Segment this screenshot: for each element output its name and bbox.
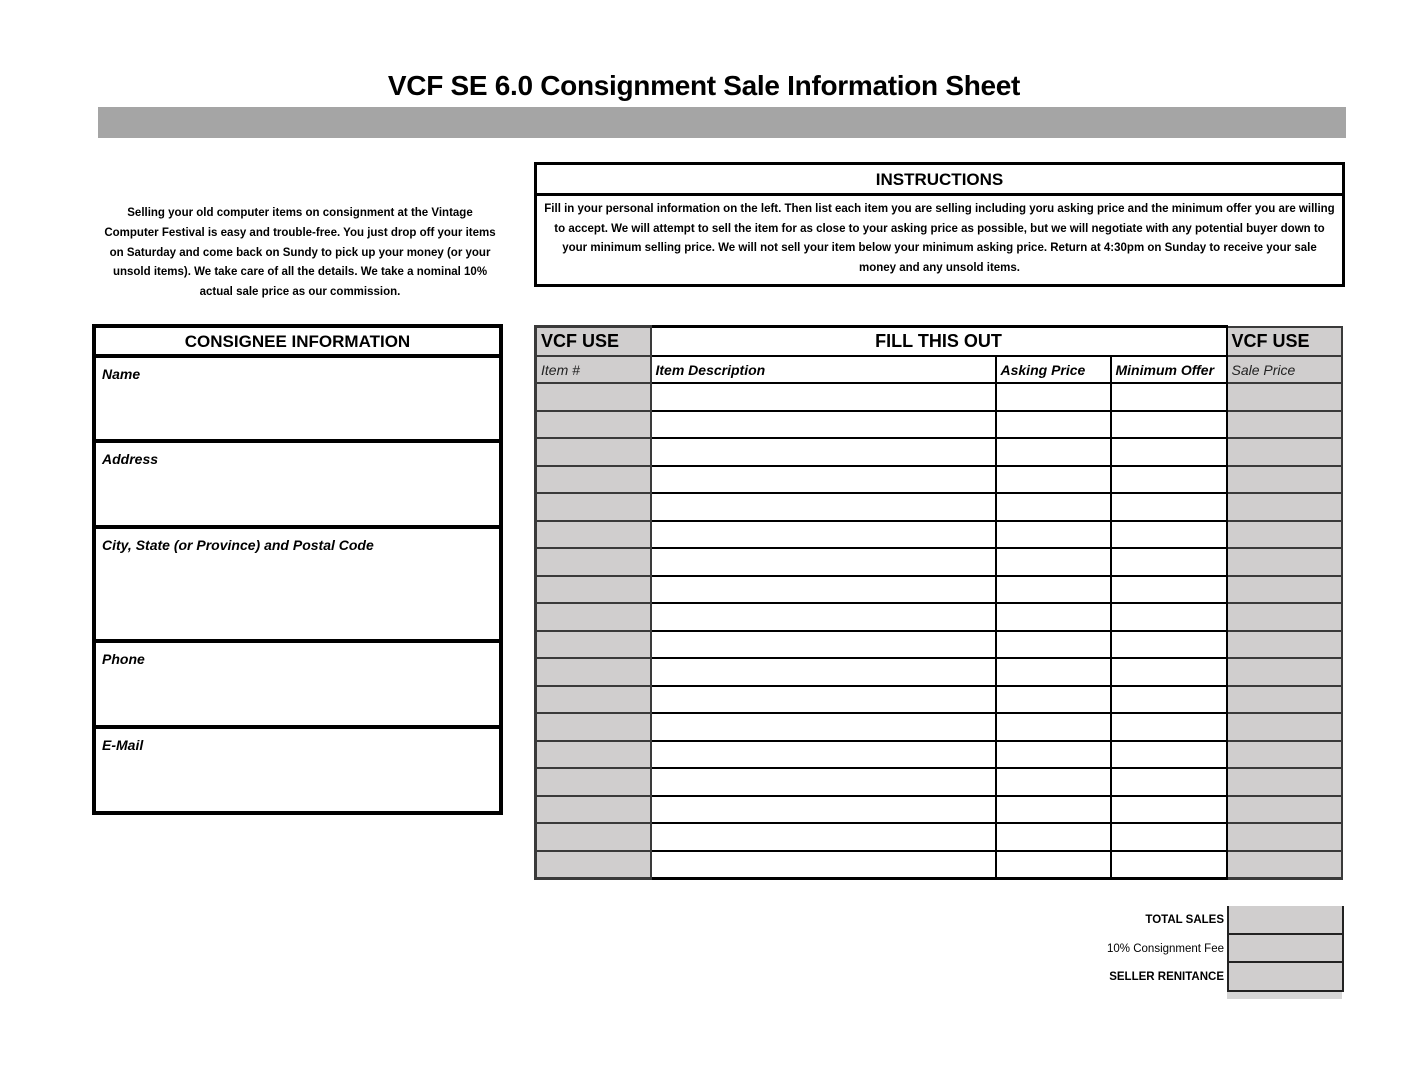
- item-description-cell[interactable]: [651, 686, 996, 714]
- email-label: E-Mail: [102, 737, 144, 753]
- sale-price-cell[interactable]: [1227, 438, 1342, 466]
- column-header-asking-price: Asking Price: [996, 356, 1111, 383]
- minimum-offer-cell[interactable]: [1111, 796, 1227, 824]
- asking-price-cell[interactable]: [996, 713, 1111, 741]
- minimum-offer-cell[interactable]: [1111, 383, 1227, 411]
- email-input[interactable]: [102, 759, 493, 805]
- table-row: [536, 768, 1342, 796]
- minimum-offer-cell[interactable]: [1111, 576, 1227, 604]
- table-row: [536, 823, 1342, 851]
- column-header-minimum-offer: Minimum Offer: [1111, 356, 1227, 383]
- item-number-cell[interactable]: [536, 383, 651, 411]
- item-description-cell[interactable]: [651, 493, 996, 521]
- sale-price-cell[interactable]: [1227, 576, 1342, 604]
- phone-field[interactable]: [96, 643, 499, 729]
- table-row: [536, 466, 1342, 494]
- sale-price-cell[interactable]: [1227, 548, 1342, 576]
- sale-price-cell[interactable]: [1227, 851, 1342, 879]
- city-state-postal-input[interactable]: [102, 559, 493, 633]
- asking-price-cell[interactable]: [996, 768, 1111, 796]
- sale-price-cell[interactable]: [1227, 741, 1342, 769]
- asking-price-cell[interactable]: [996, 466, 1111, 494]
- intro-text: Selling your old computer items on consignment at the Vintage Computer Festival is easy and trouble-free. You just drop off your items on Saturday and come back on Sundy to pick up your money (or your unsold items). We take care of all the details. We take a nominal 10% actual sale price as our commission.: [104, 207, 496, 299]
- totals-shadow: [1227, 992, 1342, 999]
- minimum-offer-cell[interactable]: [1111, 438, 1227, 466]
- column-header-row: [536, 356, 1342, 383]
- asking-price-cell[interactable]: [996, 411, 1111, 439]
- item-description-cell[interactable]: [651, 576, 996, 604]
- item-number-cell[interactable]: [536, 768, 651, 796]
- table-row: [536, 576, 1342, 604]
- minimum-offer-cell[interactable]: [1111, 603, 1227, 631]
- minimum-offer-cell[interactable]: [1111, 658, 1227, 686]
- minimum-offer-cell[interactable]: [1111, 411, 1227, 439]
- minimum-offer-cell[interactable]: [1111, 713, 1227, 741]
- item-number-cell[interactable]: [536, 438, 651, 466]
- table-row: [536, 658, 1342, 686]
- item-description-cell[interactable]: [651, 713, 996, 741]
- name-field[interactable]: [96, 358, 499, 443]
- city-state-postal-label: City, State (or Province) and Postal Code: [102, 537, 374, 553]
- table-row: [536, 438, 1342, 466]
- item-description-cell[interactable]: [651, 548, 996, 576]
- table-row: [536, 548, 1342, 576]
- sale-price-cell[interactable]: [1227, 383, 1342, 411]
- item-description-cell[interactable]: [651, 768, 996, 796]
- city-state-postal-field[interactable]: [96, 529, 499, 643]
- address-field[interactable]: [96, 443, 499, 529]
- name-input[interactable]: [102, 388, 493, 433]
- item-description-cell[interactable]: [651, 796, 996, 824]
- sale-price-cell[interactable]: [1227, 686, 1342, 714]
- column-header-item-description: Item Description: [651, 356, 996, 383]
- minimum-offer-cell[interactable]: [1111, 466, 1227, 494]
- item-number-cell[interactable]: [536, 851, 651, 879]
- item-description-cell[interactable]: [651, 521, 996, 549]
- sale-price-cell[interactable]: [1227, 466, 1342, 494]
- vcf-use-header-right: VCF USE: [1227, 327, 1342, 357]
- item-description-cell[interactable]: [651, 438, 996, 466]
- asking-price-cell[interactable]: [996, 383, 1111, 411]
- item-number-cell[interactable]: [536, 603, 651, 631]
- item-description-cell[interactable]: [651, 658, 996, 686]
- item-number-cell[interactable]: [536, 823, 651, 851]
- total-sales-label: TOTAL SALES: [1145, 914, 1224, 926]
- item-description-cell[interactable]: [651, 411, 996, 439]
- seller-remittance-value[interactable]: [1227, 961, 1344, 992]
- instructions-body: Fill in your personal information on the left. Then list each item you are selling including yoru asking price and the minimum offer you are willing to accept. We will attempt to sell the item for as close to your asking price as possible, but we will negotiate with any potential buyer down to your minimum selling price. We will not sell your item below your minimum asking price. Return at 4:30pm on Sunday to receive your sale money and any unsold items.: [544, 203, 1335, 274]
- item-rows: [536, 383, 1342, 879]
- item-number-cell[interactable]: [536, 521, 651, 549]
- table-row: [536, 603, 1342, 631]
- minimum-offer-cell[interactable]: [1111, 851, 1227, 879]
- address-input[interactable]: [102, 473, 493, 519]
- item-number-cell[interactable]: [536, 631, 651, 659]
- table-row: [536, 713, 1342, 741]
- table-row: [536, 851, 1342, 879]
- vcf-use-header-left: VCF USE: [536, 327, 651, 357]
- name-label: Name: [102, 366, 141, 382]
- item-description-cell[interactable]: [651, 851, 996, 879]
- total-sales-value[interactable]: [1227, 906, 1344, 935]
- asking-price-cell[interactable]: [996, 603, 1111, 631]
- table-row: [536, 383, 1342, 411]
- asking-price-cell[interactable]: [996, 493, 1111, 521]
- minimum-offer-cell[interactable]: [1111, 493, 1227, 521]
- minimum-offer-cell[interactable]: [1111, 768, 1227, 796]
- consignee-heading: CONSIGNEE INFORMATION: [96, 328, 499, 358]
- page-title: VCF SE 6.0 Consignment Sale Information Sheet: [387, 70, 1021, 101]
- totals-section: [1000, 906, 1344, 992]
- item-number-cell[interactable]: [536, 796, 651, 824]
- sale-price-cell[interactable]: [1227, 768, 1342, 796]
- item-description-cell[interactable]: [651, 383, 996, 411]
- sale-price-cell[interactable]: [1227, 411, 1342, 439]
- phone-input[interactable]: [102, 673, 493, 719]
- item-description-cell[interactable]: [651, 741, 996, 769]
- group-header-row: [536, 327, 1342, 357]
- sale-price-cell[interactable]: [1227, 521, 1342, 549]
- sale-price-cell[interactable]: [1227, 493, 1342, 521]
- asking-price-cell[interactable]: [996, 796, 1111, 824]
- seller-remittance-row: [1000, 963, 1344, 992]
- sale-price-cell[interactable]: [1227, 823, 1342, 851]
- item-number-cell[interactable]: [536, 576, 651, 604]
- item-number-cell[interactable]: [536, 466, 651, 494]
- table-row: [536, 411, 1342, 439]
- consignment-fee-row: [1000, 935, 1344, 964]
- seller-remittance-label: SELLER RENITANCE: [1109, 971, 1224, 983]
- asking-price-cell[interactable]: [996, 548, 1111, 576]
- item-number-cell[interactable]: [536, 741, 651, 769]
- item-description-cell[interactable]: [651, 466, 996, 494]
- asking-price-cell[interactable]: [996, 521, 1111, 549]
- item-description-cell[interactable]: [651, 631, 996, 659]
- minimum-offer-cell[interactable]: [1111, 741, 1227, 769]
- consignment-fee-value[interactable]: [1227, 933, 1344, 964]
- item-number-cell[interactable]: [536, 658, 651, 686]
- table-row: [536, 686, 1342, 714]
- address-label: Address: [102, 451, 159, 467]
- item-number-cell[interactable]: [536, 493, 651, 521]
- asking-price-cell[interactable]: [996, 576, 1111, 604]
- item-number-cell[interactable]: [536, 411, 651, 439]
- asking-price-cell[interactable]: [996, 823, 1111, 851]
- phone-label: Phone: [102, 651, 145, 667]
- minimum-offer-cell[interactable]: [1111, 686, 1227, 714]
- fill-this-out-header: FILL THIS OUT: [651, 327, 1227, 357]
- items-table: [534, 325, 1343, 880]
- instructions-heading: INSTRUCTIONS: [537, 165, 1342, 196]
- sale-price-cell[interactable]: [1227, 658, 1342, 686]
- sale-price-cell[interactable]: [1227, 631, 1342, 659]
- total-sales-row: [1000, 906, 1344, 935]
- asking-price-cell[interactable]: [996, 438, 1111, 466]
- consignee-information-box: [92, 324, 503, 815]
- item-number-cell[interactable]: [536, 548, 651, 576]
- sale-price-cell[interactable]: [1227, 603, 1342, 631]
- table-row: [536, 741, 1342, 769]
- table-row: [536, 631, 1342, 659]
- sale-price-cell[interactable]: [1227, 713, 1342, 741]
- asking-price-cell[interactable]: [996, 631, 1111, 659]
- sale-price-cell[interactable]: [1227, 796, 1342, 824]
- asking-price-cell[interactable]: [996, 686, 1111, 714]
- asking-price-cell[interactable]: [996, 851, 1111, 879]
- minimum-offer-cell[interactable]: [1111, 823, 1227, 851]
- asking-price-cell[interactable]: [996, 741, 1111, 769]
- asking-price-cell[interactable]: [996, 658, 1111, 686]
- item-description-cell[interactable]: [651, 823, 996, 851]
- table-row: [536, 493, 1342, 521]
- minimum-offer-cell[interactable]: [1111, 521, 1227, 549]
- consignment-fee-label: 10% Consignment Fee: [1107, 942, 1224, 955]
- minimum-offer-cell[interactable]: [1111, 631, 1227, 659]
- email-field[interactable]: [96, 729, 499, 811]
- instructions-box: [534, 162, 1345, 287]
- item-number-cell[interactable]: [536, 686, 651, 714]
- column-header-item-number: Item #: [536, 356, 651, 383]
- column-header-sale-price: Sale Price: [1227, 356, 1342, 383]
- item-description-cell[interactable]: [651, 603, 996, 631]
- table-row: [536, 796, 1342, 824]
- item-number-cell[interactable]: [536, 713, 651, 741]
- minimum-offer-cell[interactable]: [1111, 548, 1227, 576]
- table-row: [536, 521, 1342, 549]
- header-bar: [98, 107, 1346, 138]
